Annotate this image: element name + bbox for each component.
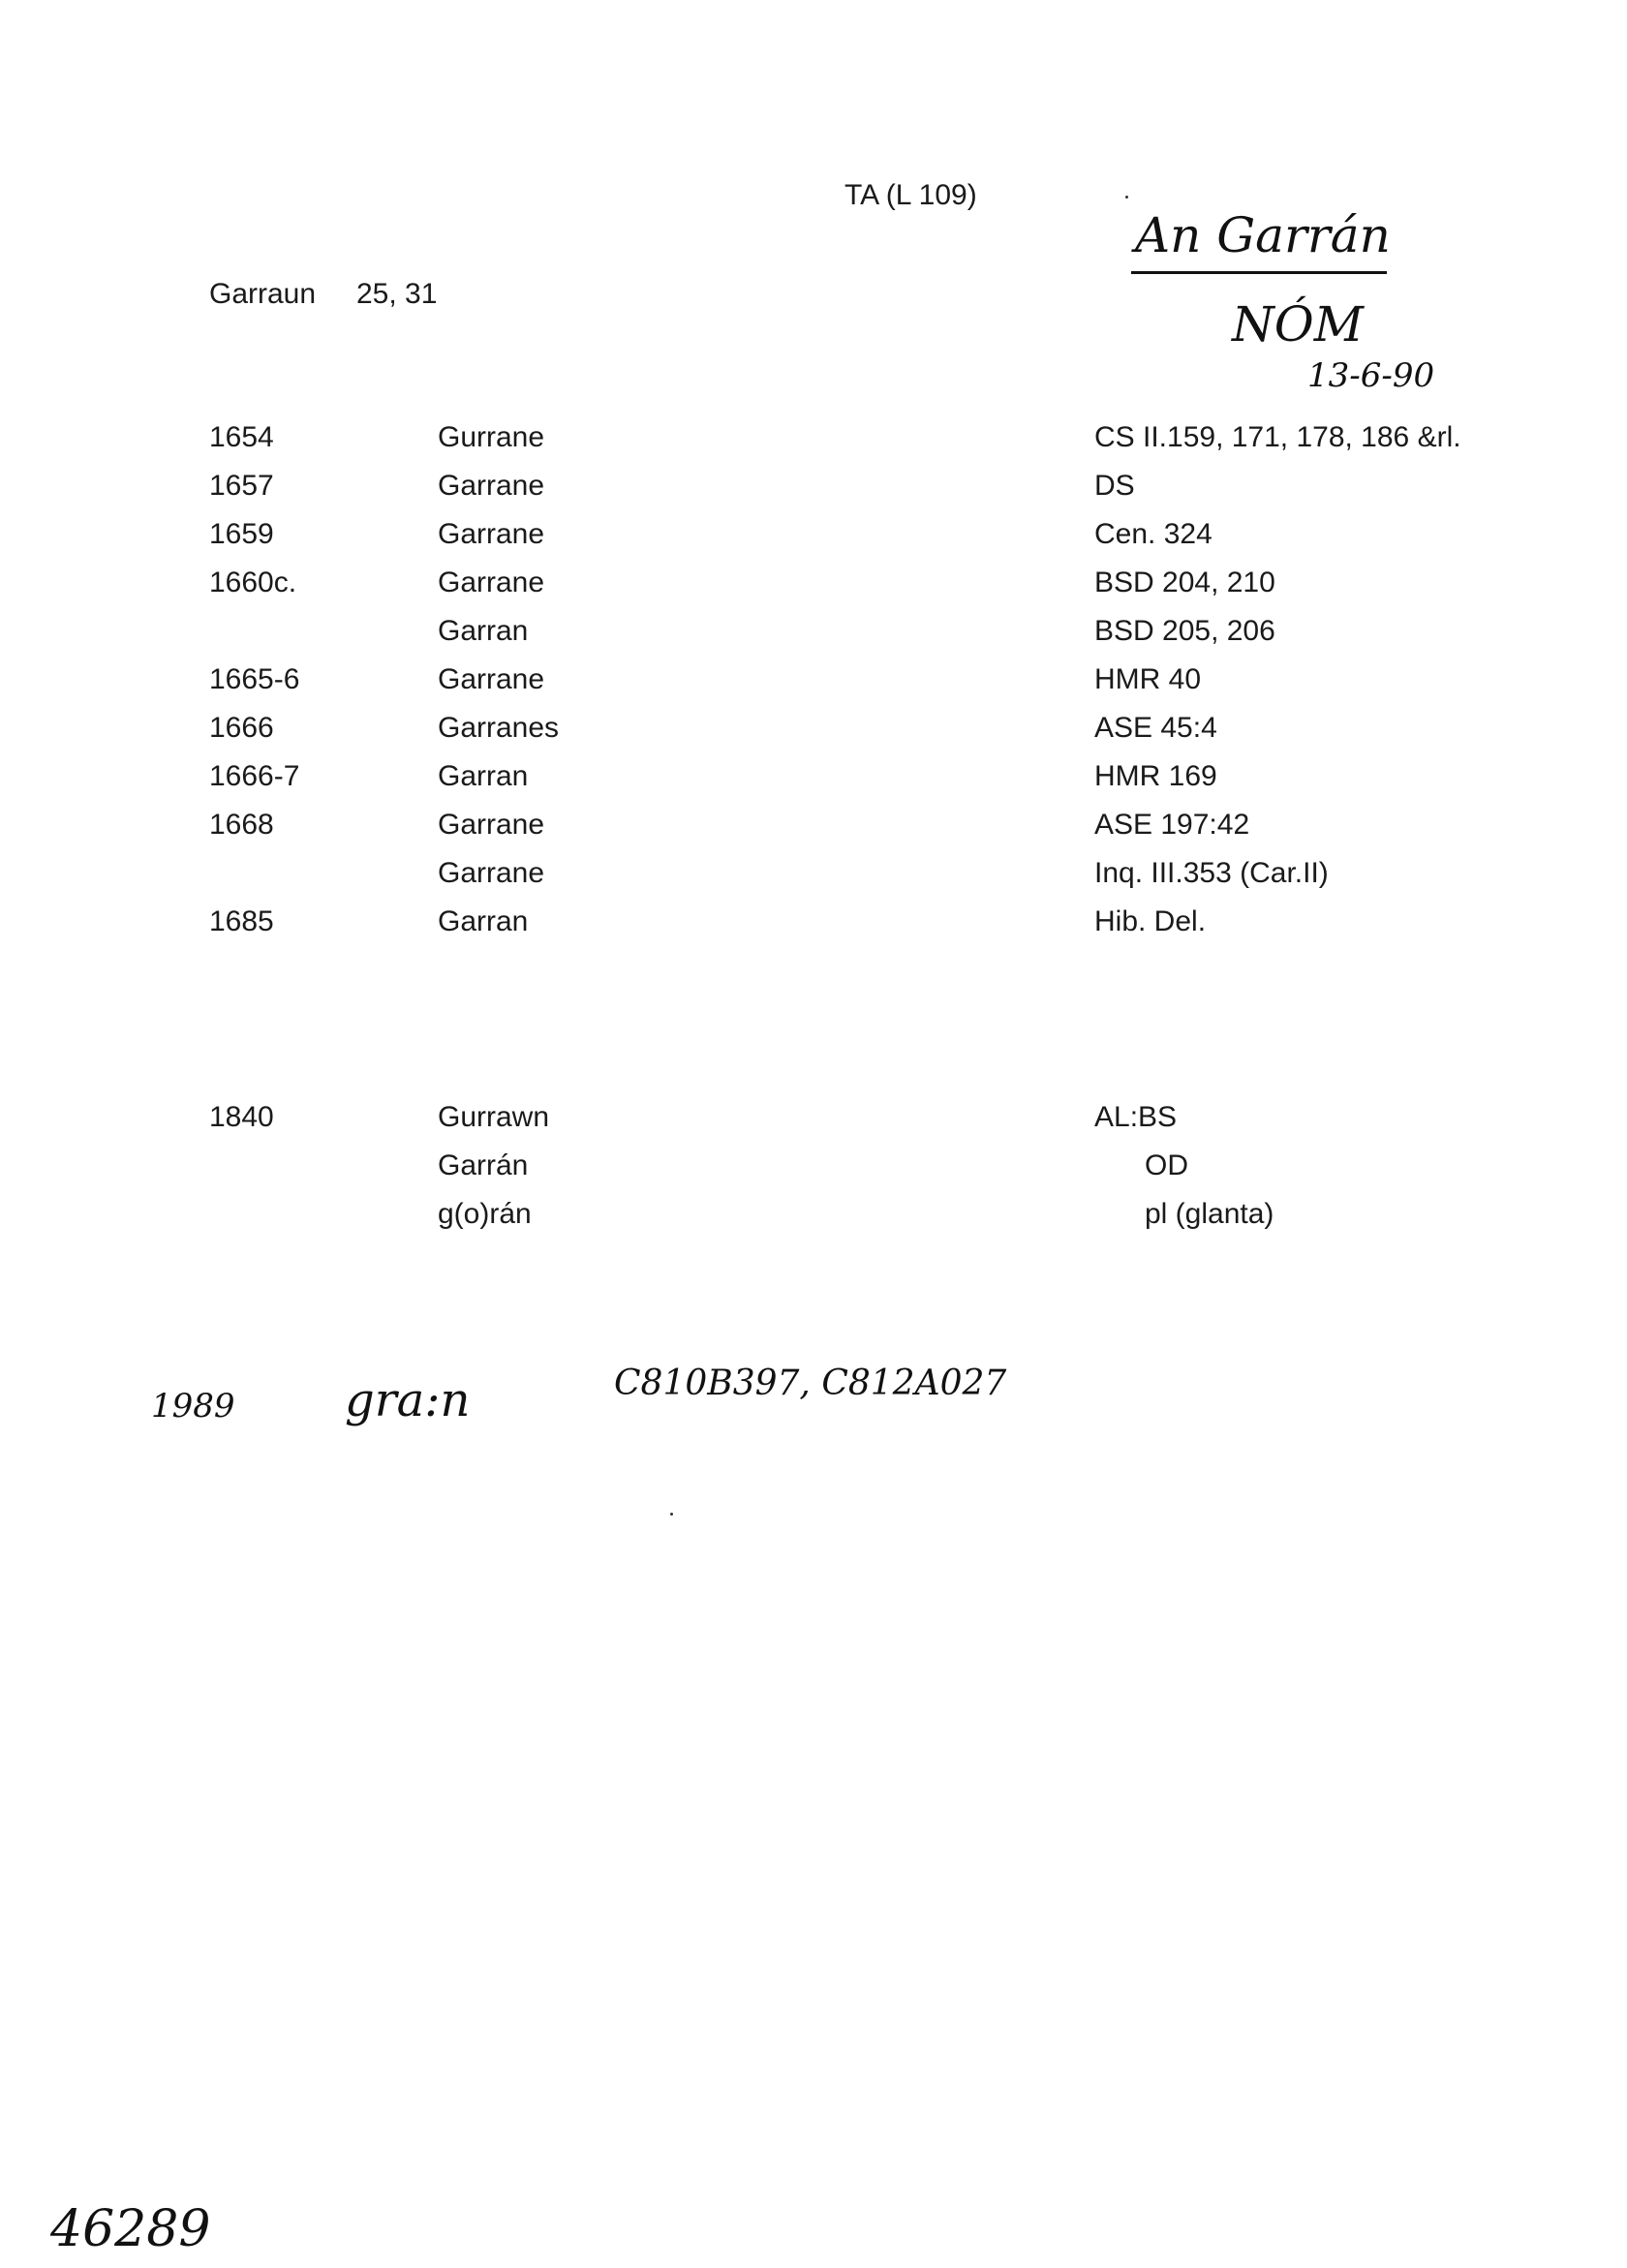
row-form: Garrane xyxy=(438,663,545,695)
row-source: DS xyxy=(1094,470,1135,502)
year-1989-handwritten: 1989 xyxy=(151,1387,235,1425)
row-form: Garran xyxy=(438,615,529,647)
annotation-underline xyxy=(1131,271,1387,274)
row-form: Gurrane xyxy=(438,421,545,453)
row-form: Garrane xyxy=(438,518,545,550)
row-source: Inq. III.353 (Car.II) xyxy=(1094,857,1329,889)
row-year: 1685 xyxy=(209,905,274,937)
row-year: 1665-6 xyxy=(209,663,300,695)
row-year: 1666 xyxy=(209,712,274,744)
row-form: Garrane xyxy=(438,857,545,889)
row-form: Garran xyxy=(438,760,529,792)
row-form: Garrane xyxy=(438,567,545,598)
row-year: 1668 xyxy=(209,809,274,841)
row-source: HMR 169 xyxy=(1094,760,1217,792)
row-source: pl (glanta) xyxy=(1145,1198,1274,1230)
row-form: Garranes xyxy=(438,712,560,744)
row-year: 1659 xyxy=(209,518,274,550)
row-source: CS II.159, 171, 178, 186 &rl. xyxy=(1094,421,1461,453)
row-source: BSD 205, 206 xyxy=(1094,615,1275,647)
row-form: Garrane xyxy=(438,470,545,502)
tape-references-handwritten: C810B397, C812A027 xyxy=(614,1364,1007,1403)
row-source: OD xyxy=(1145,1149,1188,1181)
townland-name: Garraun xyxy=(209,278,317,310)
row-form: Gurrawn xyxy=(438,1101,550,1133)
row-source: AL:BS xyxy=(1094,1101,1178,1133)
row-source: Hib. Del. xyxy=(1094,905,1207,937)
row-form: Garran xyxy=(438,905,529,937)
annotation-date: 13-6-90 xyxy=(1307,356,1435,395)
archive-number: 46289 xyxy=(50,2200,211,2258)
row-year: 1654 xyxy=(209,421,274,453)
row-year: 1657 xyxy=(209,470,274,502)
row-form: Garrán xyxy=(438,1149,529,1181)
row-source: ASE 197:42 xyxy=(1094,809,1250,841)
row-year: 1660c. xyxy=(209,567,297,598)
row-source: ASE 45:4 xyxy=(1094,712,1217,744)
pronunciation-handwritten: gra:n xyxy=(345,1373,471,1427)
row-year: 1840 xyxy=(209,1101,274,1133)
townland-refs: 25, 31 xyxy=(356,278,438,310)
ta-reference: TA (L 109) xyxy=(844,179,977,211)
speck xyxy=(670,1513,673,1516)
row-source: BSD 204, 210 xyxy=(1094,567,1275,598)
row-source: Cen. 324 xyxy=(1094,518,1213,550)
row-year: 1666-7 xyxy=(209,760,300,792)
row-form: Garrane xyxy=(438,809,545,841)
row-source: HMR 40 xyxy=(1094,663,1202,695)
row-form: g(o)rán xyxy=(438,1198,532,1230)
speck xyxy=(1125,196,1128,199)
initials-handwritten: NÓM xyxy=(1232,296,1364,352)
irish-name-handwritten: An Garrán xyxy=(1135,207,1391,263)
